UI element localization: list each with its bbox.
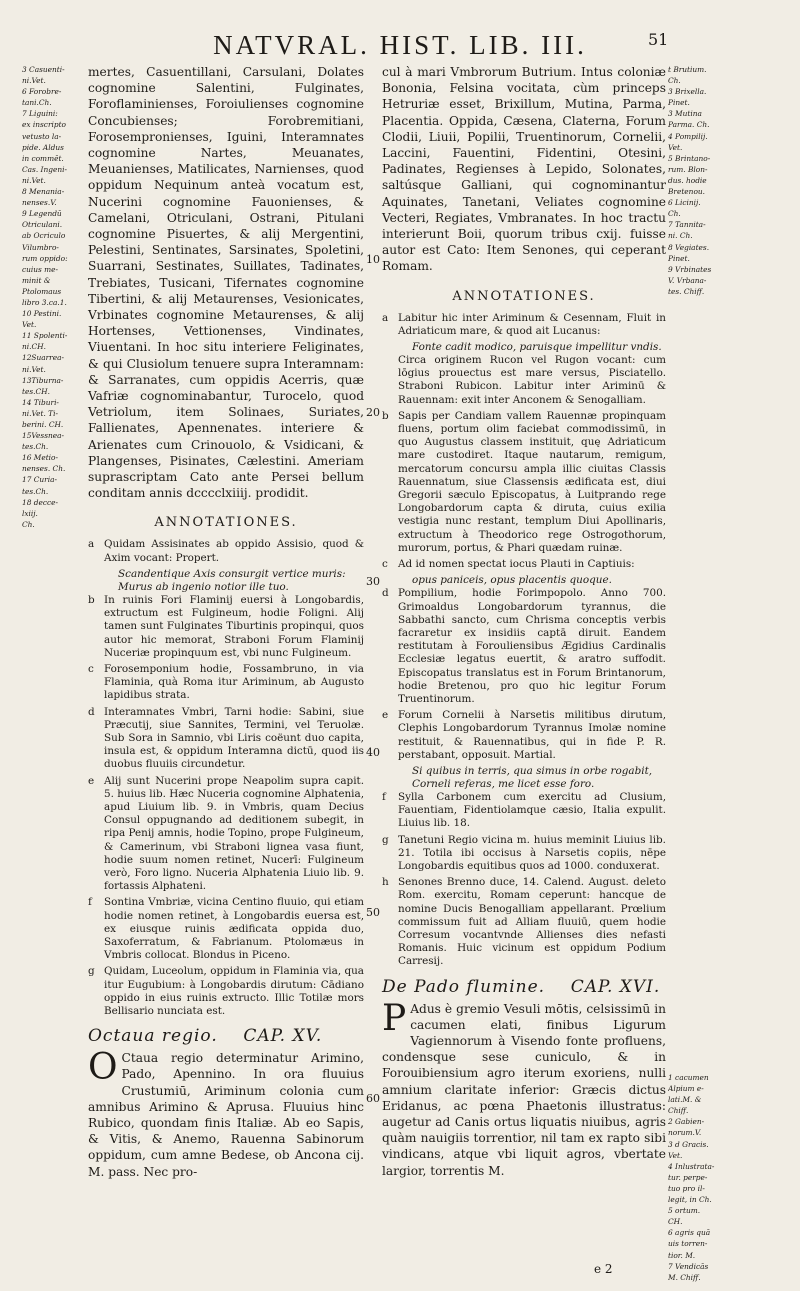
annotation-item [88, 775, 364, 894]
annotation-text: Labitur hic inter Ariminum & Cesennam, Fluit in Adriaticum mare, & quod ait Lucanus: [398, 311, 666, 337]
marginal-note: t Brutium. [668, 65, 707, 74]
marginal-note: in commēt. [22, 153, 64, 163]
chapter-15-number: CAP. XV. [243, 1026, 323, 1047]
marginal-note: Otriculani. [22, 220, 63, 230]
marginal-note: ni.CH. [22, 342, 46, 352]
marginal-note: 8 Menania- [22, 187, 65, 197]
marginal-note: tes.Ch. [22, 442, 49, 452]
marginal-note: uis torren- [668, 1239, 708, 1249]
marginal-note: 7 Tannita- [668, 220, 706, 230]
chapter-15-title: Octaua regio. [88, 1026, 218, 1047]
marginal-note: M. Chiff. [668, 1272, 701, 1282]
annotation-quote: Fonte cadit modico, paruisque impellitur vndis. [412, 341, 662, 354]
annotation-text: Ad id nomen spectat iocus Plauti in Captiuis: [398, 558, 635, 571]
annotation-text: Quidam, Luceolum, oppidum in Flaminia via, qua itur Eugubium: à Longobardis dirutum: Cādiano oppido in eius ruinis extructo. Illic Totilæ mors Bellisario nunciata est. [104, 965, 364, 1017]
annotation-item [88, 594, 364, 660]
marginal-note: Ch. [22, 519, 35, 529]
marginal-note: nenses. Ch. [22, 464, 66, 474]
marginal-note: Vet. [668, 1150, 683, 1160]
chapter-16-heading [382, 977, 666, 997]
marginal-note: tior. M. [668, 1250, 696, 1260]
annotation-quote: opus paniceis, opus placentis quoque. [412, 574, 612, 587]
annotation-letter: b [88, 593, 95, 606]
marginal-note: 3 d Gracis. [668, 1139, 709, 1149]
marginal-note: norum.V. [668, 1128, 702, 1138]
marginal-note: 4 Pompilij. [668, 131, 708, 141]
annotation-text: Interamnates Vmbri, Tarni hodie: Sabini, siue Præcutij, siue Sannites, Termini, vel Teruolæ. Sub Sora in Samnio, vbi Liris coëunt duo capita, insula est, & oppidum Interamna dictū, quod iis duobus fluuiis circundetur. [104, 705, 364, 771]
annotation-item [382, 791, 666, 831]
marginal-note: pide. Aldus [22, 142, 64, 152]
line-number-60: 60 [366, 1092, 380, 1105]
line-number-20: 20 [366, 406, 380, 419]
marginal-note: 8 Vegiates. [668, 242, 710, 252]
marginal-note: lati.M. & [668, 1095, 702, 1105]
marginal-note: Cas. Ingeni- [22, 164, 67, 174]
line-number-10: 10 [366, 253, 380, 266]
annotation-letter: g [382, 833, 389, 846]
annotation-item [382, 410, 666, 555]
marginal-note: ex inscripto [22, 120, 66, 130]
annotation-text: Sapis per Candiam vallem Rauennæ propinquam fluens, portum olim faciebat commodissimū, in quo Augustus classem instituit, quę Adriaticum mare custodiret. Itaque nautarum, remigum, mercatorum concursu ampla illic ciuitas Classis Rauennatum, siue Classensis ædificata est, diui Gregorii sæculo Episcopatus, à Luitprando rege Longobardorum capta & diruta, cuius exilia vestigia nunc restant, templum Diui Apollinaris, extructum à Theodorico rege Ostrogothorum, murorum, portus, & Phari quædam ruinæ. [398, 409, 666, 554]
annotation-text: Pompilium, hodie Forimpopolo. Anno 700. Grimoaldus Longobardorum tyrannus, die Sabbathi sancto, cum Chrisma conceptis verbis facraretur ex insidiis captā diruit. Eandem restitutam à Forouliensibus Ægidius Cardinalis Ecclesiæ legatus euertit, & aratro suffodit. Episcopatus translatus est in Forum Brintanorum, hodie Bretenou, pro quo hic legitur Forum Truentinorum. [398, 587, 666, 705]
marginal-note: legit, in Ch. [668, 1195, 712, 1205]
folio-number: 51 [648, 30, 669, 49]
marginal-note: 10 Pestini. [22, 309, 62, 319]
marginal-note: Ch. [668, 76, 681, 86]
right-annotations-heading: ANNOTATIONES. [452, 288, 596, 304]
chapter-15-text [88, 1047, 364, 1180]
marginal-note: 9 Legendū [22, 209, 62, 219]
annotation-text: Tanetuni Regio vicina m. huius meminit Liuius lib. 21. Totila ibi occisus à Narsetis copiis, nēpe Longobardis equitibus quos ad 1000. conduxerat. [398, 833, 666, 872]
chapter-16-number: CAP. XVI. [570, 976, 661, 997]
marginal-note: ab Ocriculo [22, 231, 66, 241]
annotation-letter: e [382, 709, 389, 722]
marginal-note: ni.Vet. [22, 364, 46, 374]
annotation-letter: f [382, 790, 386, 803]
annotation-text: Alij sunt Nucerini prope Neapolim supra capit. 5. huius lib. Hæc Nuceria cognomine Alphatenia, apud Liuium lib. 9. in Vmbris, quam Decius Consul oppugnando ad deditionem subegit, in ripa Penij amnis, hodie Topino, prope Fulgineum, & Camerinum, vbi Straboni lignea vasa fiunt, hodie suum nomen retinet, Nucerī: Fulgineum verò, Foro ligno. Nuceria Alphatenia Liuio lib. 9. fortassis Alphateni. [104, 774, 364, 893]
annotation-item [88, 896, 364, 962]
marginal-note: 17 Curia- [22, 475, 57, 485]
left-main-text: mertes, Casuentillani, Carsulani, Dolates cognomine Salentini, Fulginates, Foroflaminienses, Foroiulienses cognomine Concubienses; Forobremitiani, Forosempronienses, Iguini, Interamnates cognomine Nartes, Meuanates, Meuanienses, Matilicates, Narnienses, quod oppidum Nequinum anteà vocatum est, Nucerini cognomine Fauonienses, & Camelani, Otriculani, Ostrani, Pitulani cognomine Pisuertes, & alij Mergentini, Pelestini, Sentinates, Sarsinates, Spoletini, Suarrani, Sestinates, Suillates, Tadinates, Trebiates, Tusicani, Tifernates cognomine Tibertini, & alij Metaurenses, Vesionicates, Vrbinates cognomine Metaurenses, & alij Hortenses, Vettionenses, Vindinates, Viuentani. In hoc situ interiere Feliginates, & qui Clusiolum tenuere supra Interamnam: & Sarranates, cum oppidis Acerris, quæ Vafriæ cognominabantur, Turocelo, quod Vetriolum, item Solinaes, Suriates, Fallienates, Apennenates. interiere & Arienates cum Crinouolo, & Vsidicani, & Plangenses, Pisinates, Cælestini. Ameriam suprascriptam Cato ante Persei bellum conditam annis dcccclxiiij. prodidit. [88, 65, 364, 501]
marginal-note: 9 Vrbinates [668, 264, 712, 274]
annotation-item [88, 538, 364, 564]
left-annotations-heading: ANNOTATIONES. [154, 515, 298, 531]
marginal-note: ni.Vet. Ti- [22, 408, 58, 418]
chapter-16-title: De Pado flumine. [382, 976, 546, 997]
marginal-note: 3 Casuenti- [22, 65, 65, 74]
marginal-note: tur. perpe- [668, 1172, 708, 1182]
marginal-note: 6 Forobre- [22, 87, 62, 97]
annotation-letter: f [88, 896, 92, 909]
annotation-letter: a [88, 538, 95, 551]
annotation-letter [382, 354, 398, 407]
marginal-note: 5 Brintano- [668, 153, 711, 163]
running-head: NATVRAL. HIST. LIB. III. [213, 30, 587, 60]
marginal-note: berini. CH. [22, 420, 64, 429]
marginal-note: tuo pro il- [668, 1183, 705, 1193]
annotation-text: Forosemponium hodie, Fossambruno, in via Flaminia, quà Roma itur Ariminum, ab Augusto lapidibus strata. [104, 662, 364, 702]
marginal-note: 15Vessnea- [22, 431, 65, 441]
line-number-30: 30 [366, 575, 380, 588]
annotation-quote: Si quibus in terris, qua simus in orbe rogabit, Corneli referas, me licet esse foro. [412, 764, 653, 790]
marginal-note: tani.Ch. [22, 98, 52, 108]
annotation-item [88, 663, 364, 703]
right-marginalia-lower [668, 1072, 778, 1283]
right-annotations [382, 312, 666, 969]
chapter-16-body: Adus è gremio Vesuli mōtis, celsissimū in cacumen elati, finibus Ligurum Vagiennorum à Visendo fonte profluens, condensque sese cuniculo, & in Forouibiensium agro iterum exoriens, nulli amnium claritate inferior: Græcis dictus Eridanus, ac pœna Phaetonis illustratus: augetur ad Canis ortus liquatis niuibus, agris quàm nauigiis torrentior, nil tam ex rapto sibi vindicans, atque vbi liquit agros, vbertate largior, torrentis M. [382, 1001, 666, 1178]
annotation-text: Circa originem Rucon vel Rugon vocant: cum lōgius prouectus est mare versus, Pisciatello. Straboni Rubicon. Labitur inter Ariminū & Rauennam: exit inter Anconem & Senogalliam. [398, 354, 666, 406]
annotation-text: Sontina Vmbriæ, vicina Centino fluuio, qui etiam hodie nomen retinet, à Longobardis euersa est, ex eiusque ruinis ædificata oppida duo, Saxoferratum, & Fabrianum. Ptolomæus in Vmbris collocat. Blondus in Piceno. [104, 896, 364, 962]
marginal-note: lxiij. [22, 508, 38, 518]
chapter-16-text [382, 997, 666, 1179]
marginal-note: 4 Inlustrata- [668, 1161, 715, 1171]
marginal-note: 6 Licinij. [668, 198, 701, 208]
annotation-text: In ruinis Fori Flaminij euersi à Longobardis, extructum est Fulgineum, hodie Foligni. Alij tamen sunt Fulginates Tiburtinis propinqui, quos autor hic memorat, Straboni Forum Flaminij Nuceriæ propinquum est, vbi nunc Fulgineum. [104, 593, 364, 659]
annotation-item [382, 876, 666, 968]
left-annotations [88, 538, 364, 1018]
annotation-item [88, 706, 364, 772]
annotation-text: Forum Cornelii à Narsetis militibus dirutum, Clephis Longobardorum Tyrannus Imolæ nomine restituit, & Rauennatibus, qui in fide P. R. perstabant, opposuit. Martial. [398, 709, 666, 761]
marginal-note: Bretenou. [668, 187, 706, 197]
signature-mark: e 2 [594, 1262, 613, 1276]
marginal-note: 7 Vendicās [668, 1261, 709, 1271]
annotation-letter: h [382, 876, 389, 889]
marginal-note: 7 Liguini: [22, 109, 58, 119]
marginal-note: Ptolomaus [22, 286, 62, 296]
annotation-item [382, 709, 666, 762]
marginal-note: 2 Gabien- [668, 1117, 705, 1127]
annotation-letter: b [382, 409, 389, 422]
annotation-letter: c [88, 662, 94, 675]
marginal-note: nenses.V. [22, 198, 57, 208]
marginal-note: libro 3.ca.1. [22, 297, 67, 307]
marginal-note: 11 Spolenti- [22, 331, 68, 341]
marginal-note: Vet. [668, 142, 683, 152]
annotation-text: Senones Brenno duce, 14. Calend. August. deleto Rom. exercitu, Romam ceperunt: hancque de nomine Ducis Benogalliam appellarant. Prœlium commissum fuit ad Alliam fluuiū, quem hodie Corresum vocantvnde Allienses dies nefasti Romanis. Huic vicinum est oppidum Podium Carresij. [398, 876, 666, 968]
marginal-note: V. Vrbana- [668, 275, 707, 285]
marginal-note: ni.Vet. [22, 175, 46, 185]
marginal-note: Alpium e- [668, 1084, 704, 1094]
annotation-letter: g [88, 965, 95, 978]
marginal-note: tes.CH. [22, 386, 50, 396]
marginal-note: 13Tiburna- [22, 375, 64, 385]
marginal-note: dus. hodie [668, 175, 707, 185]
marginal-note: ni. Ch. [668, 231, 693, 241]
annotation-letter: c [382, 558, 388, 571]
marginal-note: rum oppido: [22, 253, 68, 263]
right-column [382, 64, 666, 1179]
drop-cap-p: P [382, 997, 407, 1039]
annotation-quote: Scandentique Axis consurgit vertice muris: Murus ab ingenio notior ille tuo. [118, 567, 346, 593]
marginal-note: 5 ortum. [668, 1206, 701, 1216]
right-main-text: cul à mari Vmbrorum Butrium. Intus coloniæ Bononia, Felsina vocitata, cùm princeps Hetruriæ esset, Brixillum, Mutina, Parma, Placentia. Oppida, Cæsena, Claterna, Forum Clodii, Liuii, Popilii, Truentinorum, Cornelii, Laccini, Fauentini, Fidentini, Otesini, Padinates, Regienses à Lepido, Solonates, saltúsque Galliani, qui cognominantur Aquinates, Tanetani, Veliates cognomine Vecteri, Regiates, Vmbranates. In hoc tractu interierunt Boii, quorum tribus cxij. fuisse autor est Cato: Item Senones, qui ceperant Romam. [382, 65, 666, 274]
right-marginalia [668, 64, 778, 297]
marginal-note: 18 decce- [22, 497, 59, 507]
annotation-item [382, 354, 666, 407]
marginal-note: rum. Blon- [668, 164, 708, 174]
chapter-15-heading [88, 1026, 364, 1046]
annotation-item [382, 587, 666, 706]
marginal-note: 6 agris quā [668, 1228, 711, 1238]
drop-cap-o: O [88, 1047, 118, 1089]
marginal-note: 3 Brixella. [668, 87, 707, 97]
marginal-note: Vet. [22, 320, 37, 330]
marginal-note: Pinet. [668, 98, 690, 108]
annotation-item [88, 965, 364, 1018]
marginal-note: 14 Tiburi- [22, 397, 59, 407]
left-column [88, 64, 364, 1180]
line-number-50: 50 [366, 906, 380, 919]
annotation-letter: e [88, 774, 95, 787]
marginal-note: 16 Metio- [22, 453, 58, 463]
annotation-text: Sylla Carbonem cum exercitu ad Clusium, Fauentiam, Fidentiolamque cæsio, Italia expulit. Liuius lib. 18. [398, 790, 666, 830]
marginal-note: tes. Chiff. [668, 286, 705, 296]
marginal-note: 3 Mutina [668, 109, 702, 119]
marginal-note: Pinet. [668, 253, 690, 263]
annotation-item [382, 312, 666, 338]
marginal-note: Ch. [668, 209, 681, 219]
marginal-note: Parma. Ch. [668, 120, 710, 130]
annotation-letter: d [382, 587, 389, 600]
marginal-note: vetusto la- [22, 131, 62, 141]
marginal-note: 12Suarrea- [22, 353, 64, 363]
annotation-item [382, 558, 666, 571]
marginal-note: 1 cacumen [668, 1073, 709, 1082]
annotation-letter: a [382, 311, 389, 324]
marginal-note: tes.Ch. [22, 486, 49, 496]
marginal-note: minit & [22, 275, 51, 285]
marginal-note: CH. [668, 1217, 683, 1227]
marginal-note: cuius me- [22, 264, 59, 274]
annotation-text: Quidam Assisinates ab oppido Assisio, quod & Axim vocant: Propert. [104, 538, 364, 564]
line-number-40: 40 [366, 746, 380, 759]
marginal-note: ni.Vet. [22, 76, 46, 86]
annotation-letter: d [88, 705, 95, 718]
left-marginalia [22, 64, 84, 530]
marginal-note: Vilumbro- [22, 242, 59, 252]
annotation-item [382, 834, 666, 874]
chapter-15-body: Ctaua regio determinatur Arimino, Pado, Apennino. In ora fluuius Crustumiū, Ariminum colonia cum amnibus Arimino & Aprusa. Fluuius hinc Rubico, quondam finis Italiæ. Ab eo Sapis, & Vitis, & Anemo, Rauenna Sabinorum oppidum, cum amne Bedese, ob Ancona cij. M. pass. Nec pro- [88, 1051, 364, 1179]
marginal-note: Chiff. [668, 1106, 689, 1116]
